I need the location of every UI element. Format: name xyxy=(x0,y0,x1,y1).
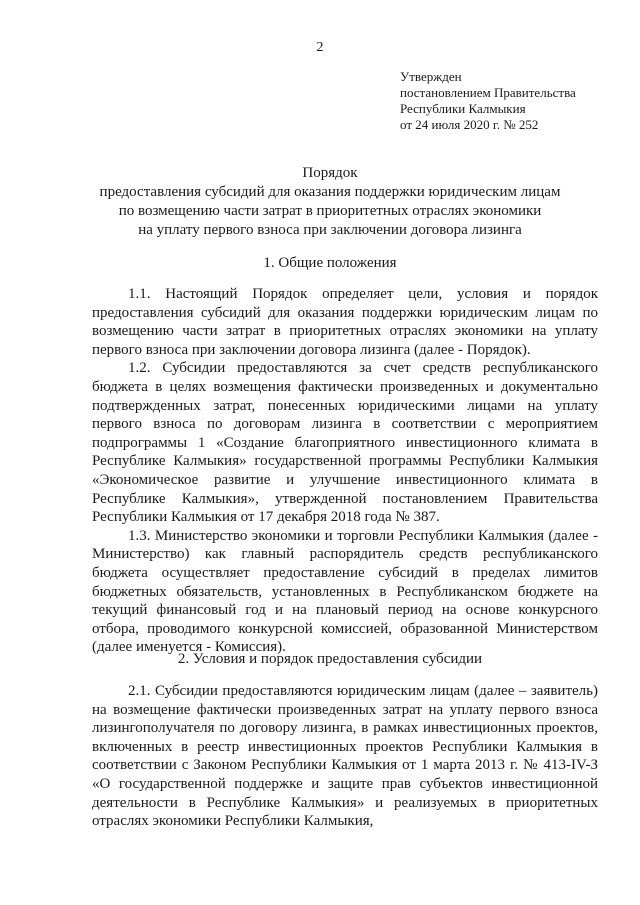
section-heading: 2. Условия и порядок предоставления субсидии xyxy=(177,651,483,667)
paragraph: 1.2. Субсидии предоставляются за счет средств республиканского бюджета в целях возмещения фактически произведенных и документально подтвержденных затрат, понесенных юридическими лицами на уплату первого взноса по договорам лизинга в соответствии с мероприятием подпрограммы 1 «Создание благоприятного инвестиционного климата в Республике Калмыкия» государственной программы Республики Калмыкия «Экономическое развитие и улучшение инвестиционного климата в Республике Калмыкия», утвержденной постановлением Правительства Республики Калмыкия от 17 декабря 2018 года № 387. xyxy=(92,360,598,526)
document-title xyxy=(80,164,580,240)
section-heading: 1. Общие положения xyxy=(263,255,397,271)
approval-line: Республики Калмыкия xyxy=(400,101,526,116)
paragraph: 1.1. Настоящий Порядок определяет цели, условия и порядок предоставления субсидий для оказания поддержки юридическим лицам по возмещению части затрат в приоритетных отраслях экономики на уплату первого взноса при заключении договора лизинга (далее - Порядок). xyxy=(92,286,598,358)
approval-stamp xyxy=(400,69,630,133)
approval-line: Утвержден xyxy=(400,69,462,84)
page-number: 2 xyxy=(316,40,324,55)
paragraph: 2.1. Субсидии предоставляются юридическим лицам (далее – заявитель) на возмещение фактически произведенных затрат на уплату первого взноса лизингополучателя по договору лизинга, в рамках инвестиционных проектов, включенных в реестр инвестиционных проектов Республики Калмыкия в соответствии с Законом Республики Калмыкия от 1 марта 2013 г. № 413-IV-З «О государственной поддержке и защите прав субъектов инвестиционной деятельности в Республике Калмыкия» и реализуемых в приоритетных отраслях экономики Республики Калмыкия, xyxy=(92,683,598,830)
title-line: предоставления субсидий для оказания поддержки юридическим лицам xyxy=(99,184,561,200)
approval-line: от 24 июля 2020 г. № 252 xyxy=(400,117,539,132)
paragraph: 1.3. Министерство экономики и торговли Республики Калмыкия (далее - Министерство) как главный распорядитель средств республиканского бюджета осуществляет предоставление субсидий в пределах лимитов бюджетных обязательств, установленных в Республиканском бюджете на текущий финансовый год и на плановый период на основе конкурсного отбора, проводимого конкурсной комиссией, образованной Министерством (далее именуется - Комиссия). xyxy=(92,527,598,656)
title-line: по возмещению части затрат в приоритетных отраслях экономики xyxy=(118,203,542,219)
title-line: Порядок xyxy=(302,165,358,181)
title-line: на уплату первого взноса при заключении договора лизинга xyxy=(138,222,522,238)
approval-line: постановлением Правительства xyxy=(400,85,576,100)
section-body xyxy=(92,682,598,831)
section-body xyxy=(92,285,598,657)
